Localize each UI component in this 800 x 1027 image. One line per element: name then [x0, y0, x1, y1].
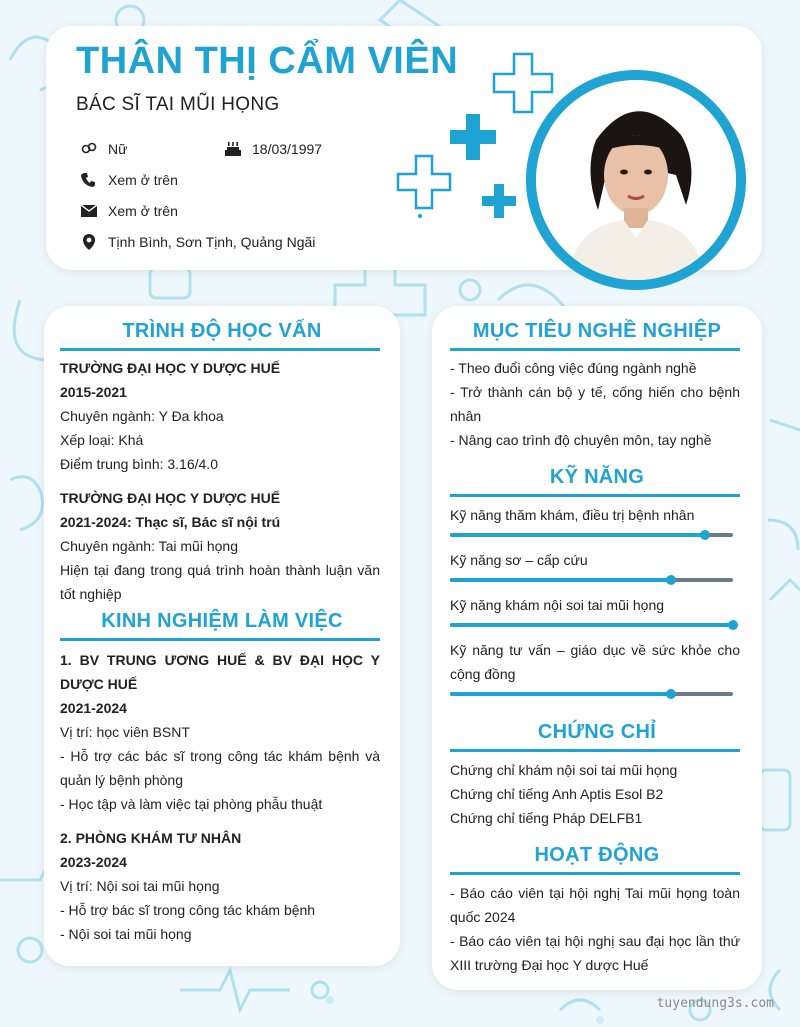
experience-job-1-task-2: - Học tập và làm việc tại phòng phẫu thuật [60, 796, 323, 812]
education-years-2: 2021-2024: Thạc sĩ, Bác sĩ nội trú [60, 514, 281, 530]
skill-knob-1 [700, 530, 710, 540]
skills-heading: KỸ NĂNG [549, 466, 645, 488]
cake-icon [224, 140, 242, 158]
experience-job-1-name: 1. BV TRUNG ƯƠNG HUẾ & BV ĐẠI HỌC Y DƯỢC HUẾ [60, 652, 380, 692]
objective-line-2: - Trở thành cán bộ y tế, cống hiến cho bệnh nhân [450, 384, 740, 424]
skill-label-4: Kỹ năng tư vấn – giáo dục về sức khỏe cho cộng đồng [450, 642, 740, 682]
watermark: tuyendung3s.com [656, 996, 774, 1011]
certificates-divider [450, 749, 740, 752]
education-divider [60, 348, 380, 351]
skill-fill-2 [450, 578, 671, 582]
skill-knob-3 [728, 620, 738, 630]
skill-fill-3 [450, 623, 733, 627]
skill-bar-1 [450, 533, 733, 537]
right-column-card [432, 306, 762, 990]
skill-fill-4 [450, 692, 671, 696]
skill-label-1: Kỹ năng thăm khám, điều trị bệnh nhân [450, 507, 695, 523]
phone-row [80, 171, 178, 189]
address-row [80, 233, 315, 251]
birthdate-row [224, 140, 322, 158]
skill-fill-1 [450, 533, 705, 537]
experience-job-2-name: 2. PHÒNG KHÁM TƯ NHÂN [60, 830, 242, 846]
experience-job-2-years: 2023-2024 [60, 854, 127, 870]
education-major-2: Chuyên ngành: Tai mũi họng [60, 538, 238, 554]
skill-label-3: Kỹ năng khám nội soi tai mũi họng [450, 597, 665, 613]
experience-heading: KINH NGHIỆM LÀM VIỆC [101, 610, 343, 632]
email-value: Xem ở trên [108, 203, 178, 219]
education-rank-1: Xếp loại: Khá [60, 432, 144, 448]
education-heading: TRÌNH ĐỘ HỌC VẤN [122, 320, 322, 342]
experience-job-2-task-2: - Nội soi tai mũi họng [60, 926, 192, 942]
experience-divider [60, 638, 380, 641]
skill-knob-2 [666, 575, 676, 585]
certificate-2: Chứng chỉ tiếng Anh Aptis Esol B2 [450, 786, 664, 802]
objective-line-3: - Nâng cao trình độ chuyên môn, tay nghề [450, 432, 712, 448]
header-card [46, 26, 762, 270]
left-column-card [44, 306, 400, 966]
skill-bar-3 [450, 623, 733, 627]
objective-heading: MỤC TIÊU NGHỀ NGHIỆP [472, 320, 722, 342]
activities-divider [450, 872, 740, 875]
location-icon [80, 233, 98, 251]
objective-divider [450, 348, 740, 351]
skills-divider [450, 494, 740, 497]
experience-job-2-position: Vị trí: Nội soi tai mũi họng [60, 878, 220, 894]
certificates-heading: CHỨNG CHỈ [537, 721, 657, 743]
certificate-3: Chứng chỉ tiếng Pháp DELFB1 [450, 810, 643, 826]
education-school-1: TRƯỜNG ĐẠI HỌC Y DƯỢC HUẾ [60, 360, 281, 376]
skill-knob-4 [666, 689, 676, 699]
experience-job-1-position: Vị trí: học viên BSNT [60, 724, 190, 740]
certificate-1: Chứng chỉ khám nội soi tai mũi họng [450, 762, 678, 778]
education-gpa-1: Điểm trung bình: 3.16/4.0 [60, 456, 218, 472]
experience-job-1-task-1: - Hỗ trợ các bác sĩ trong công tác khám bệnh và quản lý bệnh phòng [60, 748, 380, 788]
job-title: BÁC SĨ TAI MŨI HỌNG [76, 94, 280, 115]
education-major-1: Chuyên ngành: Y Đa khoa [60, 408, 224, 424]
education-note-2: Hiện tại đang trong quá trình hoàn thành luận văn tốt nghiệp [60, 562, 380, 602]
experience-job-2-task-1: - Hỗ trợ bác sĩ trong công tác khám bệnh [60, 902, 316, 918]
skill-label-2: Kỹ năng sơ – cấp cứu [450, 552, 588, 568]
mail-icon [80, 202, 98, 220]
skill-bar-2 [450, 578, 733, 582]
gender-row [80, 140, 127, 158]
activity-1: - Báo cáo viên tại hội nghị Tai mũi họng toàn quốc 2024 [450, 885, 740, 925]
candidate-name: THÂN THỊ CẨM VIÊN [76, 40, 459, 82]
address-value: Tịnh Bình, Sơn Tịnh, Quảng Ngãi [108, 234, 316, 250]
skill-bar-4 [450, 692, 733, 696]
education-years-1: 2015-2021 [60, 384, 127, 400]
phone-icon [80, 171, 98, 189]
activity-2: - Báo cáo viên tại hội nghị sau đại học lần thứ XIII trường Đại học Y dược Huế [450, 933, 740, 973]
activities-heading: HOẠT ĐỘNG [534, 844, 660, 866]
phone-value: Xem ở trên [108, 172, 178, 188]
gender-icon [80, 140, 98, 158]
birthdate-value: 18/03/1997 [252, 141, 323, 157]
gender-value: Nữ [108, 141, 128, 157]
education-school-2: TRƯỜNG ĐẠI HỌC Y DƯỢC HUẾ [60, 490, 281, 506]
email-row [80, 202, 178, 220]
objective-line-1: - Theo đuổi công việc đúng ngành nghề [450, 360, 697, 376]
profile-photo [526, 70, 746, 290]
experience-job-1-years: 2021-2024 [60, 700, 127, 716]
